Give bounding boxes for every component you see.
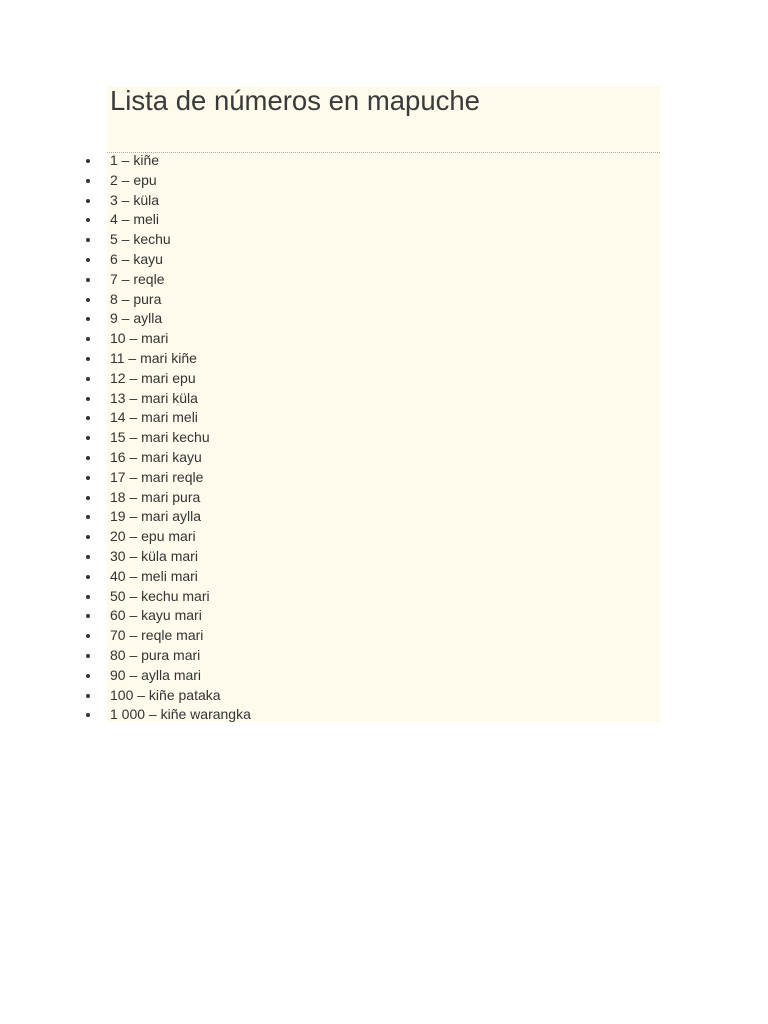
- list-item-text: 30 – küla mari: [110, 547, 198, 564]
- list-item-text: 20 – epu mari: [110, 528, 196, 545]
- list-item-text: 11 – mari kiñe: [110, 349, 197, 366]
- list-item-text: 60 – kayu mari: [110, 607, 202, 624]
- bullet-icon: [86, 555, 90, 559]
- bullet-icon: [86, 159, 90, 163]
- list-item-text: 10 – mari: [110, 330, 169, 347]
- list-item-text: 16 – mari kayu: [110, 448, 202, 465]
- bullet-icon: [86, 456, 90, 460]
- bullet-icon: [86, 258, 90, 262]
- bullet-icon: [86, 218, 90, 222]
- list-item-text: 1 000 – kiñe warangka: [110, 706, 251, 723]
- list-item-text: 9 – aylla: [110, 310, 163, 327]
- list-item-text: 19 – mari aylla: [110, 508, 202, 525]
- list-item-text: 8 – pura: [110, 290, 162, 307]
- bullet-icon: [86, 694, 90, 698]
- list-item-text: 2 – epu: [110, 171, 157, 188]
- list-item-text: 50 – kechu mari: [110, 587, 210, 604]
- bullet-icon: [86, 476, 90, 480]
- list-item-text: 17 – mari reqle: [110, 468, 204, 485]
- bullet-icon: [86, 179, 90, 183]
- bullet-icon: [86, 535, 90, 539]
- list-item-text: 14 – mari meli: [110, 409, 198, 426]
- bullet-icon: [86, 575, 90, 579]
- bullet-icon: [86, 595, 90, 599]
- list-item-text: 15 – mari kechu: [110, 429, 210, 446]
- bullet-icon: [86, 357, 90, 361]
- list-item-text: 4 – meli: [110, 211, 160, 228]
- bullet-icon: [86, 436, 90, 440]
- bullet-icon: [86, 674, 90, 678]
- bullet-icon: [86, 377, 90, 381]
- bullet-icon: [86, 397, 90, 401]
- list-item-text: 100 – kiñe pataka: [110, 686, 221, 703]
- page-title: Lista de números en mapuche: [110, 85, 480, 116]
- list-item-text: 5 – kechu: [110, 231, 171, 248]
- list-item-text: 1 – kiñe: [110, 152, 160, 168]
- bullet-icon: [86, 416, 90, 420]
- bullet-icon: [86, 496, 90, 500]
- list-item-text: 6 – kayu: [110, 250, 163, 267]
- bullet-icon: [86, 298, 90, 302]
- list-item-text: 12 – mari epu: [110, 369, 196, 386]
- list-item-text: 80 – pura mari: [110, 646, 201, 663]
- bullet-icon: [86, 238, 90, 242]
- bullet-icon: [86, 614, 90, 618]
- bullet-icon: [86, 654, 90, 658]
- bullet-icon: [86, 199, 90, 203]
- list-item-text: 70 – reqle mari: [110, 627, 204, 644]
- title-header: [107, 86, 660, 153]
- bullet-icon: [86, 278, 90, 282]
- list-item-text: 90 – aylla mari: [110, 666, 202, 683]
- bullet-icon: [86, 713, 90, 717]
- bullet-icon: [86, 634, 90, 638]
- list-item-text: 7 – reqle: [110, 270, 165, 287]
- list-item-text: 13 – mari küla: [110, 389, 198, 406]
- list-item-text: 18 – mari pura: [110, 488, 201, 505]
- bullet-icon: [86, 337, 90, 341]
- list-item-text: 40 – meli mari: [110, 567, 198, 584]
- bullet-icon: [86, 317, 90, 321]
- bullet-icon: [86, 515, 90, 519]
- list-item-text: 3 – küla: [110, 191, 160, 208]
